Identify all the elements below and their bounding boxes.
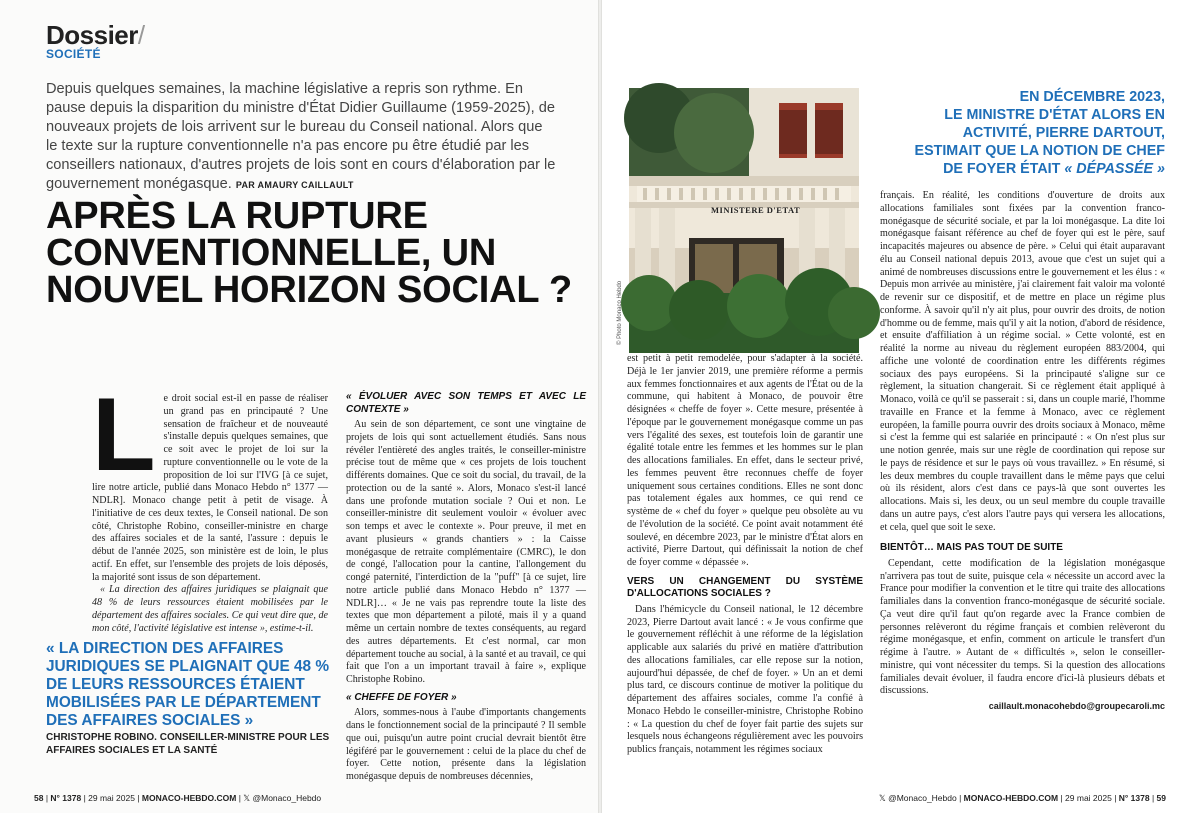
quote-top <box>870 88 1165 178</box>
rubric-slash-icon: / <box>137 20 146 50</box>
col3-paragraph-2: Dans l'hémicycle du Conseil national, le 12 décembre 2023, Pierre Dartout avait lancé : « Je vous confirme que le gouvernement réfléchit à une réforme de la législation applicable aux salariés du privé en matière d'attribution des allocations familiales, car elle repose sur la notion, aujourd'hui dépassée, de chef de foyer. » Un an et demi plus tard, ce discours continue de motiver la politique du département des affaires sociales, comme l'a confié à Monaco Hebdo le conseiller-ministre, Christophe Robino : « La question du chef de foyer fait partie des sujets sur lesquels nous échangeons régulièrement avec les pouvoirs publics français, notamment les régimes sociaux <box>627 603 863 755</box>
left-page <box>0 0 598 813</box>
rubric <box>46 20 145 61</box>
col2-subhead-1: « ÉVOLUER AVEC SON TEMPS ET AVEC LE CONTEXTE » <box>346 391 586 415</box>
folio-left-site: MONACO-HEBDO.COM <box>141 793 237 803</box>
column-3 <box>627 353 863 758</box>
col4-subhead: BIENTÔT… MAIS PAS TOUT DE SUITE <box>880 542 1063 554</box>
col3-subhead: VERS UN CHANGEMENT DU SYSTÈME D'ALLOCATIONS SOCIALES ? <box>627 575 863 600</box>
quote-top-line-3: ACTIVITÉ, PIERRE DARTOUT, <box>962 125 1165 141</box>
pullquote-author: CHRISTOPHE ROBINO. CONSEILLER-MINISTRE POUR LES AFFAIRES SOCIALES ET LA SANTÉ <box>46 732 330 756</box>
column-1 <box>92 377 328 634</box>
chapo <box>46 80 556 195</box>
folio-right-page: 59 <box>1156 793 1166 803</box>
col4-paragraph-1: français. En réalité, les conditions d'ouverture de droits aux allocations familiales sont fixées par la convention franco-monégasque de sécurité sociale, et par la loi monégasque. La dite loi monégasque faisant référence au chef de foyer qui est le père, sauf incapacités majeures ou absence de père. » Celui qui était auparavant élu au Conseil national depuis 2013, avoue que c'est un sujet qui a animé de nombreuses discussions entre le gouvernement et les élus : « Depuis mon arrivée au ministère, j'ai clairement fait valoir ma volonté de revenir sur ce dispositif, et de mettre en place un régime plus conforme. À savoir qu'il n'y ait plus, pour ouvrir des droits, de notion d'homme ou de femme, mais qu'il y ait la notion, d'abord de résidence, et ensuite d'affiliation à un régime social. » Cette volonté, est en réalité la norme au niveau du règlement européen 883/2004, qui affiche une volonté de coordination entre les différents régimes sociaux des pays européens. Si la principauté s'aligne sur ce règlement, la situation changerait. Si ce règlement était appliqué à Monaco, voilà ce qu'il se passerait : si, dans un couple marié, l'homme travaille en France et la femme à Monaco, avec ce règlement européen, la famille pourra ouvrir des droits sociaux à Monaco, même si c'est la femme qui est salariée en principauté : « On n'est plus sur une notion genrée, mais sur une règle de coordination qui repose sur le pays de résidence et sur le pays où vous travaillez. » En résumé, si les deux membres du couple travaillent dans le même pays que celui où ils résident, alors c'est dans ce pays-là que sont ouvertes les allocations. Mais si, les deux, ou un seul membre du couple travaille dans un autre pays, c'est alors l'autre pays qui versera les allocations, et cela, quel que soit le sexe. <box>880 190 1165 533</box>
right-page <box>602 0 1200 813</box>
quote-top-line-5: DE FOYER ÉTAIT <box>943 161 1061 177</box>
folio-left-page: 58 <box>34 793 44 803</box>
pullquote <box>46 640 336 757</box>
headline-line-2: CONVENTIONNELLE, UN <box>46 232 497 274</box>
folio-left-issue: N° 1378 <box>50 793 82 803</box>
col1-paragraph-2: « La direction des affaires juridiques se plaignait que 48 % de leurs ressources étaient mobilisées par le département des affaires sociales. Ce qui veut dire que, de mon côté, l'activité législative est intense », estime-t-il. <box>92 584 328 634</box>
col2-paragraph-1: Au sein de son département, ce sont une vingtaine de projets de lois qui sont actuellement étudiés. Sans nous révéler l'entièreté des angles traités, le conseiller-ministre précise tout de même que « ces projets de lois touchent différents domaines. Que ce soit du social, du travail, de la protection ou de la santé ». Alors, Monaco s'est-il lancé dans une profonde mutation sociale ? Oui et non. Le conseiller-ministre dit seulement vouloir « évoluer avec son temps et avec le contexte ». Pour preuve, il met en avant plusieurs « grands chantiers » : la Caisse monégasque de retraite complémentaire (CMRC), le don de congé, l'allocation pour la cantine, l'allongement du congé paternité, l'interdiction de la "puff" [à ce sujet, lire notre article publié dans Monaco Hebdo n° 1377 — NDLR]… « Je ne vais pas reprendre toute la liste des textes que mon département a piloté, mais il y a quand même un certain nombre de textes conséquents, au regard des autres départements. Et c'est normal, car mon département touche au social, à la santé et au travail, ce qui fait que l'on a un important travail à faire », explique Christophe Robino. <box>346 419 586 685</box>
folio-right-date: 29 mai 2025 <box>1065 793 1112 803</box>
headline-line-1: APRÈS LA RUPTURE <box>46 195 428 237</box>
dropcap: L <box>92 377 156 493</box>
col2-paragraph-2: Alors, sommes-nous à l'aube d'importants changements dans le fonctionnement social de la principauté ? Il semble que oui, puisqu'un autre point crucial devrait bientôt être légiféré par le gouvernement : celui de la place du chef de foyer. Cette notion, présente dans la législation monégasque depuis de nombreuses décennies, <box>346 707 586 782</box>
col3-paragraph-1: est petit à petit remodelée, pour s'adapter à la société. Déjà le 1er janvier 2019, une première réforme a permis aux femmes fonctionnaires et aux agents de l'État ou de la commune, qui habitent à Monaco, de pouvoir être désignées « cheffe de foyer ». Cette mesure, présentée à l'époque par le gouvernement monégasque comme un pas vers l'égalité des sexes, est toutefois loin de garantir une égalité totale entre les femmes et les hommes sur le plan des allocations familiales. En effet, dans le secteur privé, les femmes peuvent être reconnues cheffe de foyer uniquement sous certaines conditions. Elles ne sont donc pas totalement égales aux hommes, ce qui rend ce système de « chef du foyer » quelque peu obsolète au vu de l'évolution de la société. Ce point avait notamment été soulevé, en décembre 2023, par le ministre d'État alors en activité, Pierre Dartout, qui définissait la notion de chef de foyer comme « dépassée ». <box>627 353 863 568</box>
col1-paragraph-1: e droit social est-il en passe de réaliser un grand pas en principauté ? Une sensation de fraîcheur et de nouveauté s'installe depuis quelques semaines, que ce soit avec le projet de loi sur la rupture conventionnelle ou le vote de la proposition de loi sur l'IVG [à ce sujet, lire notre article, publié dans Monaco Hebdo n° 1377 — NDLR]. Monaco change petit à petit de visage. À l'initiative de ces deux textes, le Conseil national. De son côté, Christophe Robino, conseiller-ministre en charge des affaires sociales et de la santé, l'assure : depuis le début de l'année 2025, son ministère est de loin, le plus actif. En effet, sur l'ensemble des projets de lois déposés, la majorité sont issus de son département. <box>92 393 328 583</box>
folio-left: 58 | N° 1378 | 29 mai 2025 | MONACO-HEBDO.COM | 𝕏 @Monaco_Hebdo <box>34 793 322 803</box>
column-2 <box>346 387 586 782</box>
folio-right: 𝕏 @Monaco_Hebdo | MONACO-HEBDO.COM | 29 mai 2025 | N° 1378 | 59 <box>878 793 1166 803</box>
folio-right-site: MONACO-HEBDO.COM <box>963 793 1059 803</box>
quote-top-line-2: LE MINISTRE D'ÉTAT ALORS EN <box>944 107 1165 123</box>
quote-top-line-1: EN DÉCEMBRE 2023, <box>1019 89 1165 105</box>
pullquote-text: « LA DIRECTION DES AFFAIRES JURIDIQUES SE PLAIGNAIT QUE 48 % DE LEURS RESSOURCES ÉTAIENT MOBILISÉES PAR LE DÉPARTEMENT DES AFFAIRES SOCIALES » <box>46 640 330 729</box>
author-email[interactable]: caillault.monacohebdo@groupecaroli.mc <box>988 701 1165 711</box>
quote-top-line-4: ESTIMAIT QUE LA NOTION DE CHEF <box>914 143 1165 159</box>
headline-line-3: NOUVEL HORIZON SOCIAL ? <box>46 269 573 311</box>
col2-subhead-2: « CHEFFE DE FOYER » <box>346 691 457 703</box>
quote-top-emphasis: « DÉPASSÉE » <box>1064 161 1165 177</box>
photo-credit: © Photo Monaco Hebdo <box>617 280 623 345</box>
folio-right-social: 𝕏 @Monaco_Hebdo <box>878 793 957 803</box>
col4-paragraph-2: Cependant, cette modification de la législation monégasque n'arrivera pas tout de suite, puisque cela « nécessite un accord avec la France pour modifier la convention et le titre qui traite des allocations familiales dans la convention franco-monégasque de sécurité sociale. Ça veut dire qu'il faut qu'on regarde avec la France combien de personnes relèveront du régime français et combien relèveront du régime monégasque, et enfin, comment on articule le transfert d'un régime à l'autre. » Autant de « difficultés », selon le conseiller-ministre, qui vont nécessiter du temps. Si la question des allocations familiales devait évoluer, il faudra encore d'ici-là plusieurs débats et discussions. <box>880 557 1165 697</box>
building-sign: MINISTERE D'ETAT <box>711 205 801 215</box>
folio-left-social: 𝕏 @Monaco_Hebdo <box>243 793 322 803</box>
byline: PAR AMAURY CAILLAULT <box>235 180 354 190</box>
folio-left-date: 29 mai 2025 <box>88 793 135 803</box>
folio-right-issue: N° 1378 <box>1118 793 1150 803</box>
column-4 <box>880 190 1165 765</box>
chapo-text: Depuis quelques semaines, la machine législative a repris son rythme. En pause depuis la disparition du ministre d'État Didier Guillaume (1959-2025), de nouveaux projets de lois arrivent sur le bureau du Conseil national. Alors que le texte sur la rupture conventionnelle n'a pas encore pu être étudié par les conseillers nationaux, d'autres projets de lois sont en cours d'élaboration par le gouvernement monégasque. <box>46 81 556 192</box>
rubric-title: Dossier <box>46 20 138 50</box>
headline <box>46 195 586 311</box>
rubric-section: SOCIÉTÉ <box>46 47 101 61</box>
